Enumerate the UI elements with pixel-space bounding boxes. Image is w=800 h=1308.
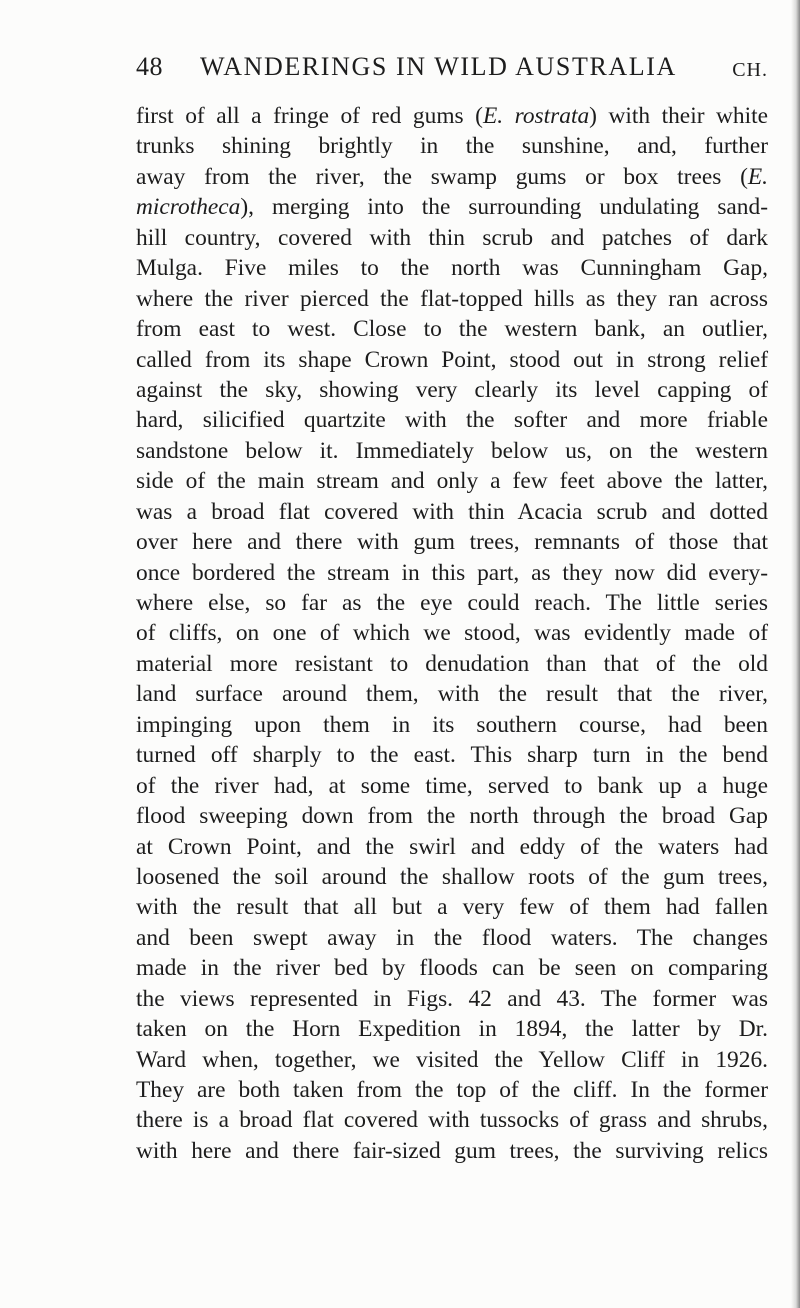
text-segment: where the river pierced the flat-topped hills as they ran across xyxy=(136,285,768,312)
italic-text: E. rostrata xyxy=(482,103,590,129)
italic-text: E. xyxy=(747,163,768,190)
text-segment: sandstone below it. Immediately below us, on the western xyxy=(136,437,768,464)
text-segment: with the result that all but a very few of them had fallen xyxy=(136,894,768,921)
text-line xyxy=(136,466,768,496)
text-line xyxy=(136,923,768,953)
text-segment: once bordered the stream in this part, as they now did every- xyxy=(136,559,768,586)
text-line xyxy=(136,953,768,983)
text-line xyxy=(136,1136,768,1166)
text-segment: where else, so far as the eye could reach. The little series xyxy=(136,590,768,616)
text-segment: was a broad flat covered with thin Acacia scrub and dotted xyxy=(136,498,768,525)
text-segment: of cliffs, on one of which we stood, was evidently made of xyxy=(136,620,768,647)
text-line xyxy=(136,862,768,892)
text-line xyxy=(136,771,768,801)
text-segment: turned off sharply to the east. This sharp turn in the bend xyxy=(136,742,768,769)
text-segment: there is a broad flat covered with tussocks of grass and shrubs, xyxy=(136,1107,768,1134)
text-segment: Ward when, together, we visited the Yellow Cliff in 1926. xyxy=(136,1046,768,1073)
text-segment: taken on the Horn Expedition in 1894, the latter by Dr. xyxy=(136,1016,768,1043)
text-segment: from east to west. Close to the western bank, an outlier, xyxy=(136,316,768,343)
text-line xyxy=(136,497,768,527)
text-line xyxy=(136,253,768,283)
page-number: 48 xyxy=(136,52,163,81)
text-line xyxy=(136,284,768,314)
text-line xyxy=(136,162,768,192)
text-line xyxy=(136,1014,768,1044)
text-line xyxy=(136,436,768,466)
text-line xyxy=(136,1075,768,1105)
chapter-mark: CH. xyxy=(732,59,768,81)
text-segment: of the river had, at some time, served to bank up a huge xyxy=(136,772,768,799)
text-segment: They are both taken from the top of the cliff. In the former xyxy=(136,1077,768,1103)
text-line xyxy=(136,527,768,557)
text-segment: over here and there with gum trees, remnants of those that xyxy=(136,529,768,556)
text-segment: material more resistant to denudation than that of the old xyxy=(136,650,768,677)
text-line xyxy=(136,892,768,922)
text-line xyxy=(136,588,768,618)
text-line xyxy=(136,131,768,161)
italic-text: microtheca xyxy=(136,194,241,221)
page-edge-shadow xyxy=(791,0,800,1308)
text-line xyxy=(136,192,768,222)
text-line xyxy=(136,558,768,588)
text-segment: hard, silicified quartzite with the softer and more friable xyxy=(136,407,768,434)
text-segment: side of the main stream and only a few feet above the latter, xyxy=(136,468,768,495)
text-segment: flood sweeping down from the north through the broad Gap xyxy=(136,803,768,830)
text-segment: Mulga. Five miles to the north was Cunningham Gap, xyxy=(136,255,768,282)
text-segment: impinging upon them in its southern course, had been xyxy=(136,711,768,738)
text-line xyxy=(136,375,768,405)
text-segment: and been swept away in the flood waters. The changes xyxy=(136,924,768,951)
running-title: WANDERINGS IN WILD AUSTRALIA xyxy=(200,52,677,81)
text-line xyxy=(136,832,768,862)
body-text xyxy=(136,101,768,1166)
text-segment: against the sky, showing very clearly its level capping of xyxy=(136,376,768,403)
text-segment: called from its shape Crown Point, stood out in strong relief xyxy=(136,346,768,373)
text-segment: loosened the soil around the shallow roots of the gum trees, xyxy=(136,863,768,890)
text-segment: away from the river, the swamp gums or box trees ( xyxy=(136,163,748,190)
text-segment: first of all a fringe of red gums ( xyxy=(136,103,483,129)
running-head xyxy=(136,46,768,94)
text-line xyxy=(136,405,768,435)
text-line xyxy=(136,345,768,375)
text-segment: land surface around them, with the result that the river, xyxy=(136,681,768,708)
text-segment: trunks shining brightly in the sunshine, and, further xyxy=(136,133,768,160)
text-segment: ), merging into the surrounding undulating sand- xyxy=(240,194,768,221)
text-line xyxy=(136,710,768,740)
text-line xyxy=(136,223,768,253)
text-segment: the views represented in Figs. 42 and 43. The former was xyxy=(136,985,768,1012)
text-line xyxy=(136,649,768,679)
text-segment: made in the river bed by floods can be seen on comparing xyxy=(136,955,768,982)
text-line xyxy=(136,1105,768,1135)
text-line xyxy=(136,984,768,1014)
text-line xyxy=(136,740,768,770)
text-line xyxy=(136,801,768,831)
text-line xyxy=(136,101,768,131)
text-line xyxy=(136,1045,768,1075)
text-segment: at Crown Point, and the swirl and eddy of the waters had xyxy=(136,833,768,860)
text-segment: with here and there fair-sized gum trees, the surviving relics xyxy=(136,1137,768,1164)
text-segment: ) with their white xyxy=(589,103,768,129)
text-segment: hill country, covered with thin scrub and patches of dark xyxy=(136,224,768,251)
text-line xyxy=(136,618,768,648)
text-line xyxy=(136,314,768,344)
text-line xyxy=(136,679,768,709)
